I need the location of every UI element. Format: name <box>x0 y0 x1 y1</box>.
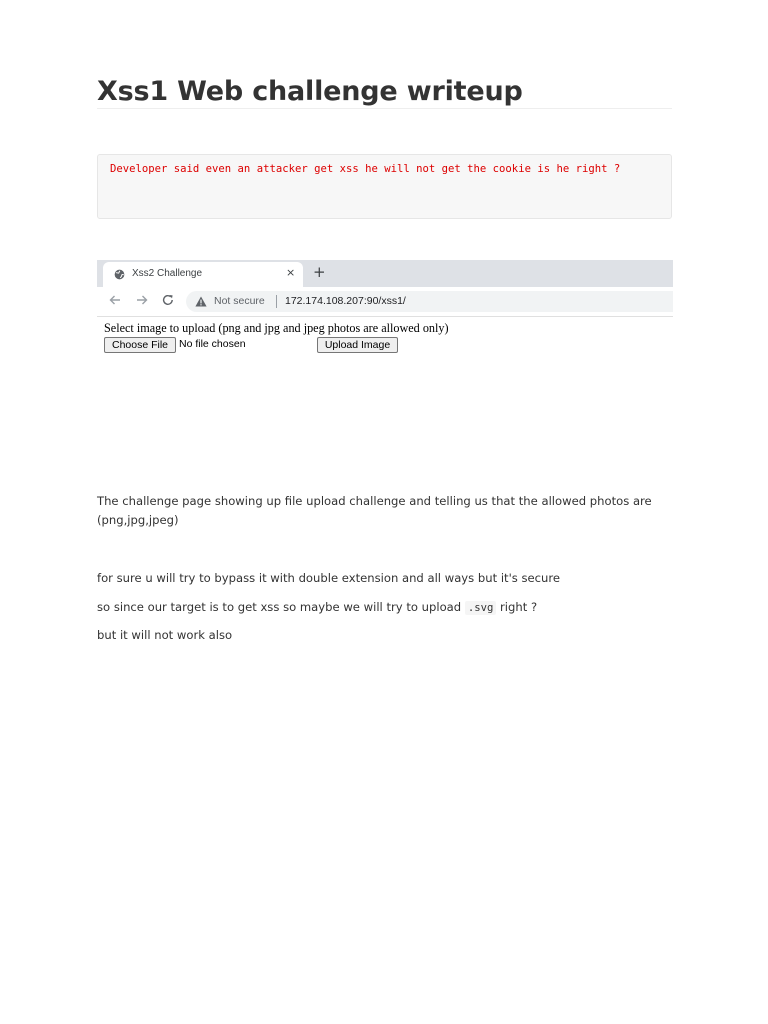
paragraph-not-work: but it will not work also <box>97 628 233 642</box>
code-text: Developer said even an attacker get xss he will not get the cookie is he right ? <box>110 163 621 175</box>
arrow-right-icon <box>135 293 149 307</box>
address-bar <box>186 291 673 312</box>
reload-icon <box>161 293 175 307</box>
browser-tab <box>103 262 303 287</box>
title-divider <box>97 108 672 109</box>
paragraph-bypass: for sure u will try to bypass it with double extension and all ways but it's secure <box>97 571 561 585</box>
inline-code-svg: .svg <box>465 601 497 615</box>
choose-file-button: Choose File <box>104 337 176 353</box>
no-file-text: No file chosen <box>179 338 246 350</box>
tab-strip <box>97 260 673 287</box>
upload-prompt: Select image to upload (png and jpg and jpeg photos are allowed only) <box>104 321 449 335</box>
paragraph-svg-text-before: so since our target is to get xss so maybe we will try to upload <box>97 600 465 614</box>
globe-icon <box>114 269 125 280</box>
new-tab-icon: + <box>313 263 326 281</box>
close-icon: × <box>286 266 296 279</box>
code-block <box>97 154 672 219</box>
address-divider <box>276 295 277 308</box>
paragraph-challenge: The challenge page showing up file upload challenge and telling us that the allowed photos are (png,jpg,jpeg) <box>97 494 652 527</box>
arrow-left-icon <box>108 293 122 307</box>
page-title: Xss1 Web challenge writeup <box>97 76 523 107</box>
upload-image-button: Upload Image <box>317 337 398 353</box>
paragraph-svg <box>97 598 672 618</box>
warning-icon <box>195 296 207 307</box>
tab-title: Xss2 Challenge <box>132 268 203 279</box>
url-text: 172.174.108.207:90/xss1/ <box>285 295 406 307</box>
browser-screenshot <box>97 260 673 360</box>
security-label: Not secure <box>214 295 265 307</box>
paragraph-svg-text-after: right ? <box>496 600 538 614</box>
browser-toolbar <box>97 287 673 317</box>
